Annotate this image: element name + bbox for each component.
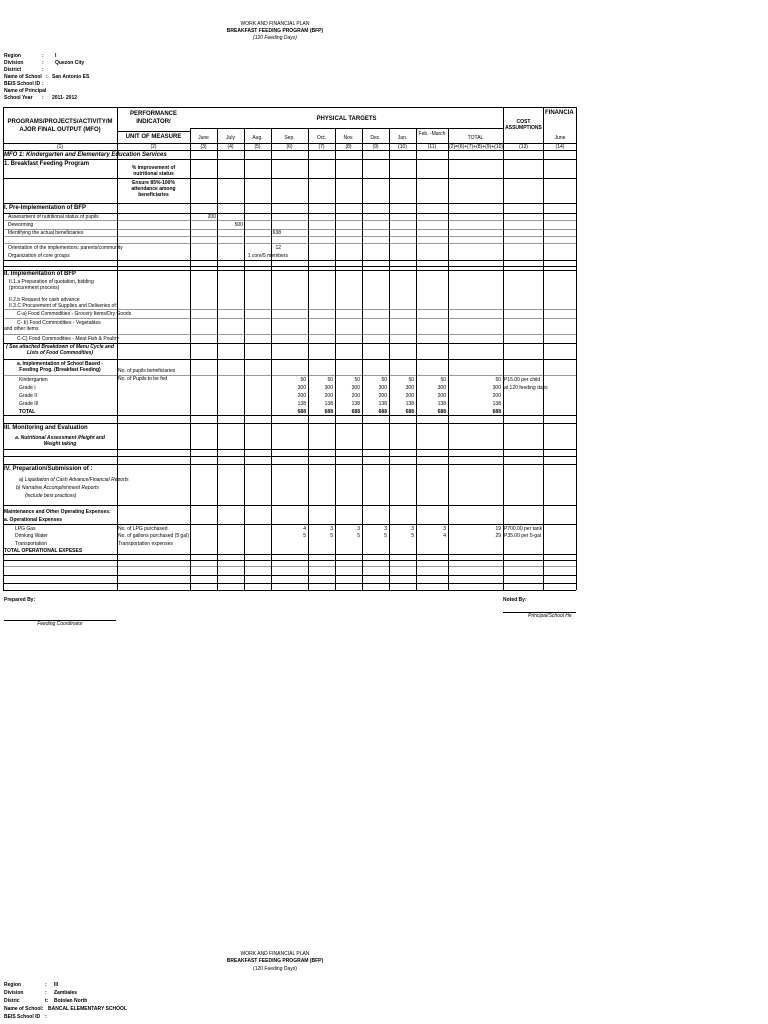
target-value: 200 xyxy=(207,214,216,220)
grade-value: 688 xyxy=(351,409,360,415)
col-num: (2) xyxy=(150,144,157,150)
col-num: (8) xyxy=(345,144,352,150)
section-preparation: IV. Preparation/Submission of : xyxy=(4,466,93,472)
grade-label: TOTAL xyxy=(19,409,36,415)
info-label: Name of School xyxy=(4,74,42,80)
col-num: (7) xyxy=(318,144,325,150)
info-label: Division xyxy=(4,60,24,66)
info-value: Quezon City xyxy=(55,60,85,66)
menu-note: ( See attached Breakdown of Menu Cycle and Lists of Food Commodities) xyxy=(6,344,114,356)
grade-value: 200 xyxy=(351,393,360,399)
target-value: 12 xyxy=(275,245,281,251)
info-value: San Antonio ES xyxy=(52,74,90,80)
col-num: (4) xyxy=(227,144,234,150)
grade-value: 688 xyxy=(437,409,446,415)
col-num: (5) xyxy=(254,144,261,150)
info-sep: : xyxy=(42,60,44,66)
grade-value: 50 xyxy=(440,377,446,383)
cost-assumption: at 120 feeding days xyxy=(504,385,548,391)
activity-label: a. Nutritional Assessment /Height and Weight taking xyxy=(15,435,105,447)
prepared-by: Prepared By: xyxy=(4,597,36,603)
target-value: 500 xyxy=(234,222,243,228)
activity-label: II.3.C Procurement of Supplies and Deliveries of: xyxy=(9,303,118,309)
grade-value: 138 xyxy=(437,401,446,407)
cost-assumption: P15.00 per child xyxy=(504,377,541,383)
grade-value: 50 xyxy=(327,377,333,383)
expense-value: 3 xyxy=(357,526,360,532)
activity-label: C-a) Food Commodities - Grocery Items/Dry Goods xyxy=(17,311,132,317)
grade-total: 200 xyxy=(492,393,501,399)
unit-header: UNIT OF MEASURE xyxy=(125,134,182,140)
physical-targets-header: PHYSICAL TARGETS xyxy=(316,116,377,122)
col-num: (9) xyxy=(372,144,379,150)
info-sep: : xyxy=(42,53,44,59)
expense-unit: Transportation expenses xyxy=(118,541,173,547)
section-implementation: II. Implementation of BFP xyxy=(4,271,77,277)
indicator-nutrition: % improvement of nutritional status xyxy=(131,165,176,177)
bfp-title: 1. Breakfast Feeding Program xyxy=(4,161,90,167)
expense-value: 5 xyxy=(330,533,333,539)
month-header: Dec. xyxy=(370,135,381,141)
info-value: I xyxy=(55,53,57,59)
performance-header: PERFORMANCE INDICATOR/ xyxy=(129,111,177,125)
activity-label: C- b) Food Commodities - Vegetables and other items xyxy=(4,320,101,332)
grade-total: 50 xyxy=(495,377,501,383)
expense-value: 5 xyxy=(303,533,306,539)
expense-value: 5 xyxy=(357,533,360,539)
grade-value: 138 xyxy=(351,401,360,407)
section-monitoring: III. Monitoring and Evaluation xyxy=(4,425,88,431)
grade-label: Grade III xyxy=(19,401,39,407)
activity-label: Assessment of nutritional status of pupils xyxy=(8,214,99,220)
grade-value: 300 xyxy=(351,385,360,391)
col-num: (10) xyxy=(398,144,407,150)
grade-total: 300 xyxy=(492,385,501,391)
cost-header: COST ASSUMPTIONS xyxy=(505,119,542,131)
info-label: Region xyxy=(4,53,21,59)
info-sep: : xyxy=(42,81,44,87)
month-header: Oct. xyxy=(316,135,327,141)
grade-value: 688 xyxy=(324,409,333,415)
info-label: BEIS School ID xyxy=(4,81,41,87)
expense-value: 3 xyxy=(411,526,414,532)
col-num: (13) xyxy=(519,144,528,150)
target-value: 638 xyxy=(272,230,281,236)
info-label: District xyxy=(4,67,22,73)
page2-program-title: BREAKFAST FEEDING PROGRAM (BFP) xyxy=(226,958,324,964)
program-title: BREAKFAST FEEDING PROGRAM (BFP) xyxy=(226,28,324,34)
cost-assumption: P700.00 per tank xyxy=(504,526,543,532)
month-header: July xyxy=(226,135,235,141)
grade-value: 200 xyxy=(324,393,333,399)
month-header: Jan. xyxy=(397,135,408,141)
grade-value: 200 xyxy=(297,393,306,399)
grade-value: 50 xyxy=(300,377,306,383)
grade-value: 688 xyxy=(378,409,387,415)
expense-label: Transportation xyxy=(15,541,48,547)
grade-value: 300 xyxy=(378,385,387,391)
activity-label: II.1.a Preparation of quotation, bidding (procurement process) xyxy=(9,279,94,291)
month-header: Nov. xyxy=(343,135,354,141)
feeding-days: (120 Feeding Days) xyxy=(253,35,297,41)
expense-value: 5 xyxy=(411,533,414,539)
expense-value: 3 xyxy=(443,526,446,532)
target-value: 1 core/5 members xyxy=(247,253,288,259)
expense-value: 4 xyxy=(443,533,446,539)
grade-value: 200 xyxy=(378,393,387,399)
activity-label: Identifying the actual beneficiaries xyxy=(8,230,84,236)
expense-value: 4 xyxy=(303,526,306,532)
noted-by: Noted By: xyxy=(503,597,527,603)
expense-value: 3 xyxy=(330,526,333,532)
plan-title: WORK AND FINANCIAL PLAN xyxy=(240,21,310,27)
grade-value: 300 xyxy=(297,385,306,391)
info-sep: : xyxy=(42,95,44,101)
col-num: (6) xyxy=(286,144,293,150)
cost-assumption: P35.00 per 5-gal xyxy=(504,533,541,539)
activity-label: II.2.b Request for cash advance xyxy=(9,297,80,303)
grade-value: 688 xyxy=(405,409,414,415)
expense-value: 5 xyxy=(384,533,387,539)
grade-label: Kindergarten xyxy=(19,377,48,383)
section-pre-implementation: I. Pre-Implementation of BFP xyxy=(4,205,87,211)
grade-total: 138 xyxy=(492,401,501,407)
expense-unit: No. of gallons purchased (5 gal) xyxy=(118,533,189,539)
col-num: (2)=(6)+(7)+(8)+(9)+(10) xyxy=(449,144,503,150)
info-sep: : xyxy=(42,67,44,73)
grade-value: 138 xyxy=(297,401,306,407)
month-header: TOTAL xyxy=(467,135,484,141)
info-label: Name of Principal xyxy=(4,88,47,94)
activity-label: Organization of core groups xyxy=(8,253,70,259)
expense-label: LPG Gas xyxy=(15,526,36,532)
expense-label: Drinking Water xyxy=(15,533,48,539)
month-header: Aug. xyxy=(252,135,263,141)
month-header: Sep. xyxy=(284,135,295,141)
page2-feeding-days: (120 Feeding Days) xyxy=(253,966,297,972)
info-value: 2011- 2012 xyxy=(52,95,78,101)
activity-label: Orientation of the implementors: parents/community xyxy=(8,245,123,251)
expense-value: 3 xyxy=(384,526,387,532)
grade-value: 50 xyxy=(408,377,414,383)
expense-total: 29 xyxy=(495,533,501,539)
mooe-label: Maintenance and Other Operating Expenses: xyxy=(4,509,111,515)
unit-label: No. of pupils beneficiaries xyxy=(118,368,176,374)
grade-label: Grade I xyxy=(19,385,36,391)
grade-value: 50 xyxy=(381,377,387,383)
grade-value: 138 xyxy=(405,401,414,407)
expense-unit: No. of LPG purchased xyxy=(118,526,168,532)
mfo-title: MFO 1: Kindergarten and Elementary Education Services xyxy=(4,152,167,158)
programs-header: PROGRAMS/PROJECTS/ACTIVITY/M AJOR FINAL OUTPUT (MFO) xyxy=(7,119,113,133)
grade-value: 138 xyxy=(378,401,387,407)
grade-value: 138 xyxy=(324,401,333,407)
coordinator-signature: Feeding Coordinator xyxy=(37,621,83,627)
grade-value: 300 xyxy=(324,385,333,391)
unit-label: No. of Pupils to be fed xyxy=(118,376,168,382)
principal-signature: Principal/School He xyxy=(528,613,572,619)
col-num: (3) xyxy=(200,144,207,150)
page2-plan-title: WORK AND FINANCIAL PLAN xyxy=(240,951,310,957)
expense-total: 19 xyxy=(495,526,501,532)
grade-value: 300 xyxy=(405,385,414,391)
month-header: June xyxy=(198,135,209,141)
financial-header: FINANCIA xyxy=(545,110,574,116)
grade-label: Grade II xyxy=(19,393,38,399)
activity-label: Deworming xyxy=(8,222,34,228)
grade-value: 200 xyxy=(405,393,414,399)
activity-label: a) Liquidation of Cash Advance/Financial Reports xyxy=(19,477,129,483)
opex-label: a. Operational Expenses xyxy=(4,517,63,523)
indicator-attendance: Ensure 85%-100% attendance among beneficiaries xyxy=(131,180,176,198)
activity-label: (include best practices) xyxy=(25,493,77,499)
col-num: (14) xyxy=(555,144,565,150)
grade-value: 688 xyxy=(297,409,306,415)
activity-label: b) Narrative Accomplishment Reports xyxy=(16,485,99,491)
total-opex-label: TOTAL OPERATIONAL EXPESES xyxy=(4,548,83,554)
activity-label: a. Implementation of School Based - Feeding Prog. (Breakfast Feeding) xyxy=(16,361,104,373)
grade-value: 50 xyxy=(354,377,360,383)
activity-label: C-C) Food Commodities - Meat Fish & Poultry xyxy=(17,336,119,342)
grade-value: 300 xyxy=(437,385,446,391)
grade-total: 688 xyxy=(492,409,501,415)
info-label: School Year xyxy=(4,95,33,101)
info-sep: : xyxy=(46,74,48,80)
col-num: (11) xyxy=(427,144,437,150)
month-header: Feb. -March xyxy=(418,131,446,137)
grade-value: 200 xyxy=(437,393,446,399)
fin-june-header: June xyxy=(554,135,566,141)
col-num: (1) xyxy=(56,144,64,150)
